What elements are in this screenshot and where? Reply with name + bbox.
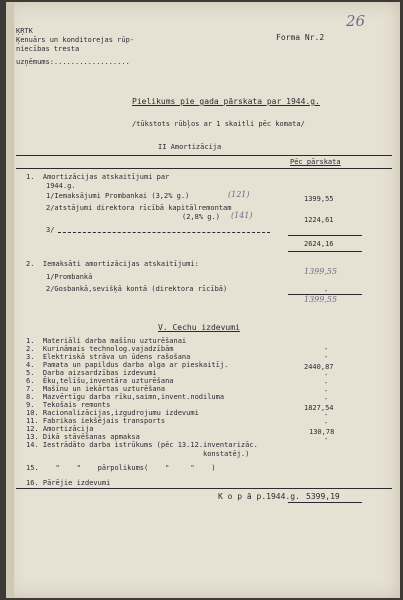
- cost-row-label: 8. Mazvērtīgu darba rīku,saimn,invent.nodiluma: [26, 393, 225, 401]
- document-title: Pielikums pie gada pārskata par 1944.g.: [132, 97, 320, 106]
- cost-row-value: 2440,87: [304, 363, 334, 371]
- org-line-2: Ķenuārs un konditorejas rūp-: [16, 36, 135, 44]
- section-heading-workshop-costs: V. Cechu izdevumi: [158, 323, 240, 332]
- cost-row-label: 1. Materiāli darba mašīnu uzturēšanai: [26, 337, 187, 345]
- cost-row-label: 11. Fabrikas iekšējais transports: [26, 417, 166, 425]
- cost-row-label: 10. Racionalizācijas,izgudrojumu izdevumi: [26, 409, 199, 417]
- item1-b-pct: (2,8% g.): [182, 213, 220, 221]
- document-subtitle: /tūkstots rūbļos ar 1 skaitli pēc komata/: [132, 120, 305, 128]
- item1-b-handwritten: (141): [231, 211, 253, 220]
- cost-row-label: 15. " " pārpolikums( " " ): [26, 464, 216, 472]
- header-rule: [16, 155, 392, 156]
- total-rule: [16, 488, 392, 489]
- cost-row-label: 13. Dikā stāvēšanas apmaksa: [26, 433, 140, 441]
- org-line-4: uzņēmums:..................: [16, 58, 130, 66]
- document-page: [6, 2, 400, 598]
- cost-row-label: 14. Iestrādāto darba istrūkums (pēc 13.12.inventarizāc.: [26, 441, 258, 449]
- header-rule-lower: [16, 168, 392, 169]
- form-label: Forma Nr.2: [276, 33, 325, 42]
- item1-sum-rule-lower: [288, 251, 362, 252]
- item2-label: 2. Iemaksāti amortizācijas atskaitījumi:: [26, 260, 199, 268]
- total-value: 5399,19: [306, 492, 340, 501]
- org-line-3: niecības tresta: [16, 45, 80, 53]
- item1-a-handwritten: (121): [228, 190, 250, 199]
- item2-b-label: 2/Gosbankā,sevišķā kontā (direktora rīcībā): [46, 285, 228, 293]
- cost-row-label: 16. Pārējie izdevumi: [26, 479, 111, 487]
- cost-row-label: 7. Mašīnu un iekārtas uzturēšana: [26, 385, 166, 393]
- item1-total: 2624,16: [304, 240, 334, 248]
- item1-sum-rule: [288, 235, 362, 236]
- item1-b-label: 2/atstājumi direktora rīcībā kapitālremontam: [46, 204, 232, 212]
- total-label: K o p ā p.1944.g.: [218, 492, 300, 501]
- cost-row-label: konstatēj.): [26, 450, 250, 458]
- item1-year: 1944.g.: [46, 182, 76, 190]
- total-underline: [288, 502, 362, 503]
- item1-a-label: 1/Iemaksājumi Prombankai (3,2% g.): [46, 192, 190, 200]
- column-header: Pēc pārskata: [290, 158, 341, 166]
- cost-row-label: 6. Ēku,telīšu,inventāra uzturēšana: [26, 377, 174, 385]
- cost-row-value: -: [324, 379, 329, 387]
- section-heading-amortization: II Amortizācija: [158, 143, 222, 151]
- cost-row-label: 5. Darba aizsardzības izdevumi: [26, 369, 157, 377]
- item1-a-value: 1399,55: [304, 195, 334, 203]
- item2-total-handwritten: 1399,55: [304, 295, 338, 304]
- cost-row-label: 4. Pamata un papildus darba alga ar pieskaitīj.: [26, 361, 229, 369]
- org-line-1: ĶŖTK: [16, 27, 33, 35]
- item1-c-label: 3/: [46, 226, 55, 234]
- cost-row-value: 130,78: [309, 428, 335, 436]
- cost-row-value: 1827,54: [304, 404, 334, 412]
- cost-row-label: 12. Amortizācija: [26, 425, 94, 433]
- cost-row-value: -: [324, 353, 329, 361]
- cost-row-value: -: [324, 435, 329, 443]
- item1-label: 1. Amortizācijas atskaitījumi par: [26, 173, 170, 181]
- item2-a-handwritten: 1399,55: [304, 267, 338, 276]
- page-edge: [6, 2, 14, 598]
- cost-row-value: -: [324, 419, 329, 427]
- item1-b-value: 1224,61: [304, 216, 334, 224]
- item2-a-label: 1/Prombankā: [46, 273, 93, 281]
- cost-row-label: 9. Tekošais remonts: [26, 401, 111, 409]
- cost-row-label: 3. Elektriskā strāva un ūdens rašošana: [26, 353, 191, 361]
- cost-row-value: -: [324, 387, 329, 395]
- handwritten-page-number: 26: [346, 12, 366, 30]
- item2-b-value: -: [324, 287, 329, 295]
- cost-row-value: -: [324, 371, 329, 379]
- item1-c-dotted-line: [58, 232, 270, 233]
- cost-row-value: -: [324, 411, 329, 419]
- cost-row-value: -: [324, 345, 329, 353]
- cost-row-value: -: [324, 395, 329, 403]
- cost-row-label: 2. Kurināmais technolog.vajadzībām: [26, 345, 174, 353]
